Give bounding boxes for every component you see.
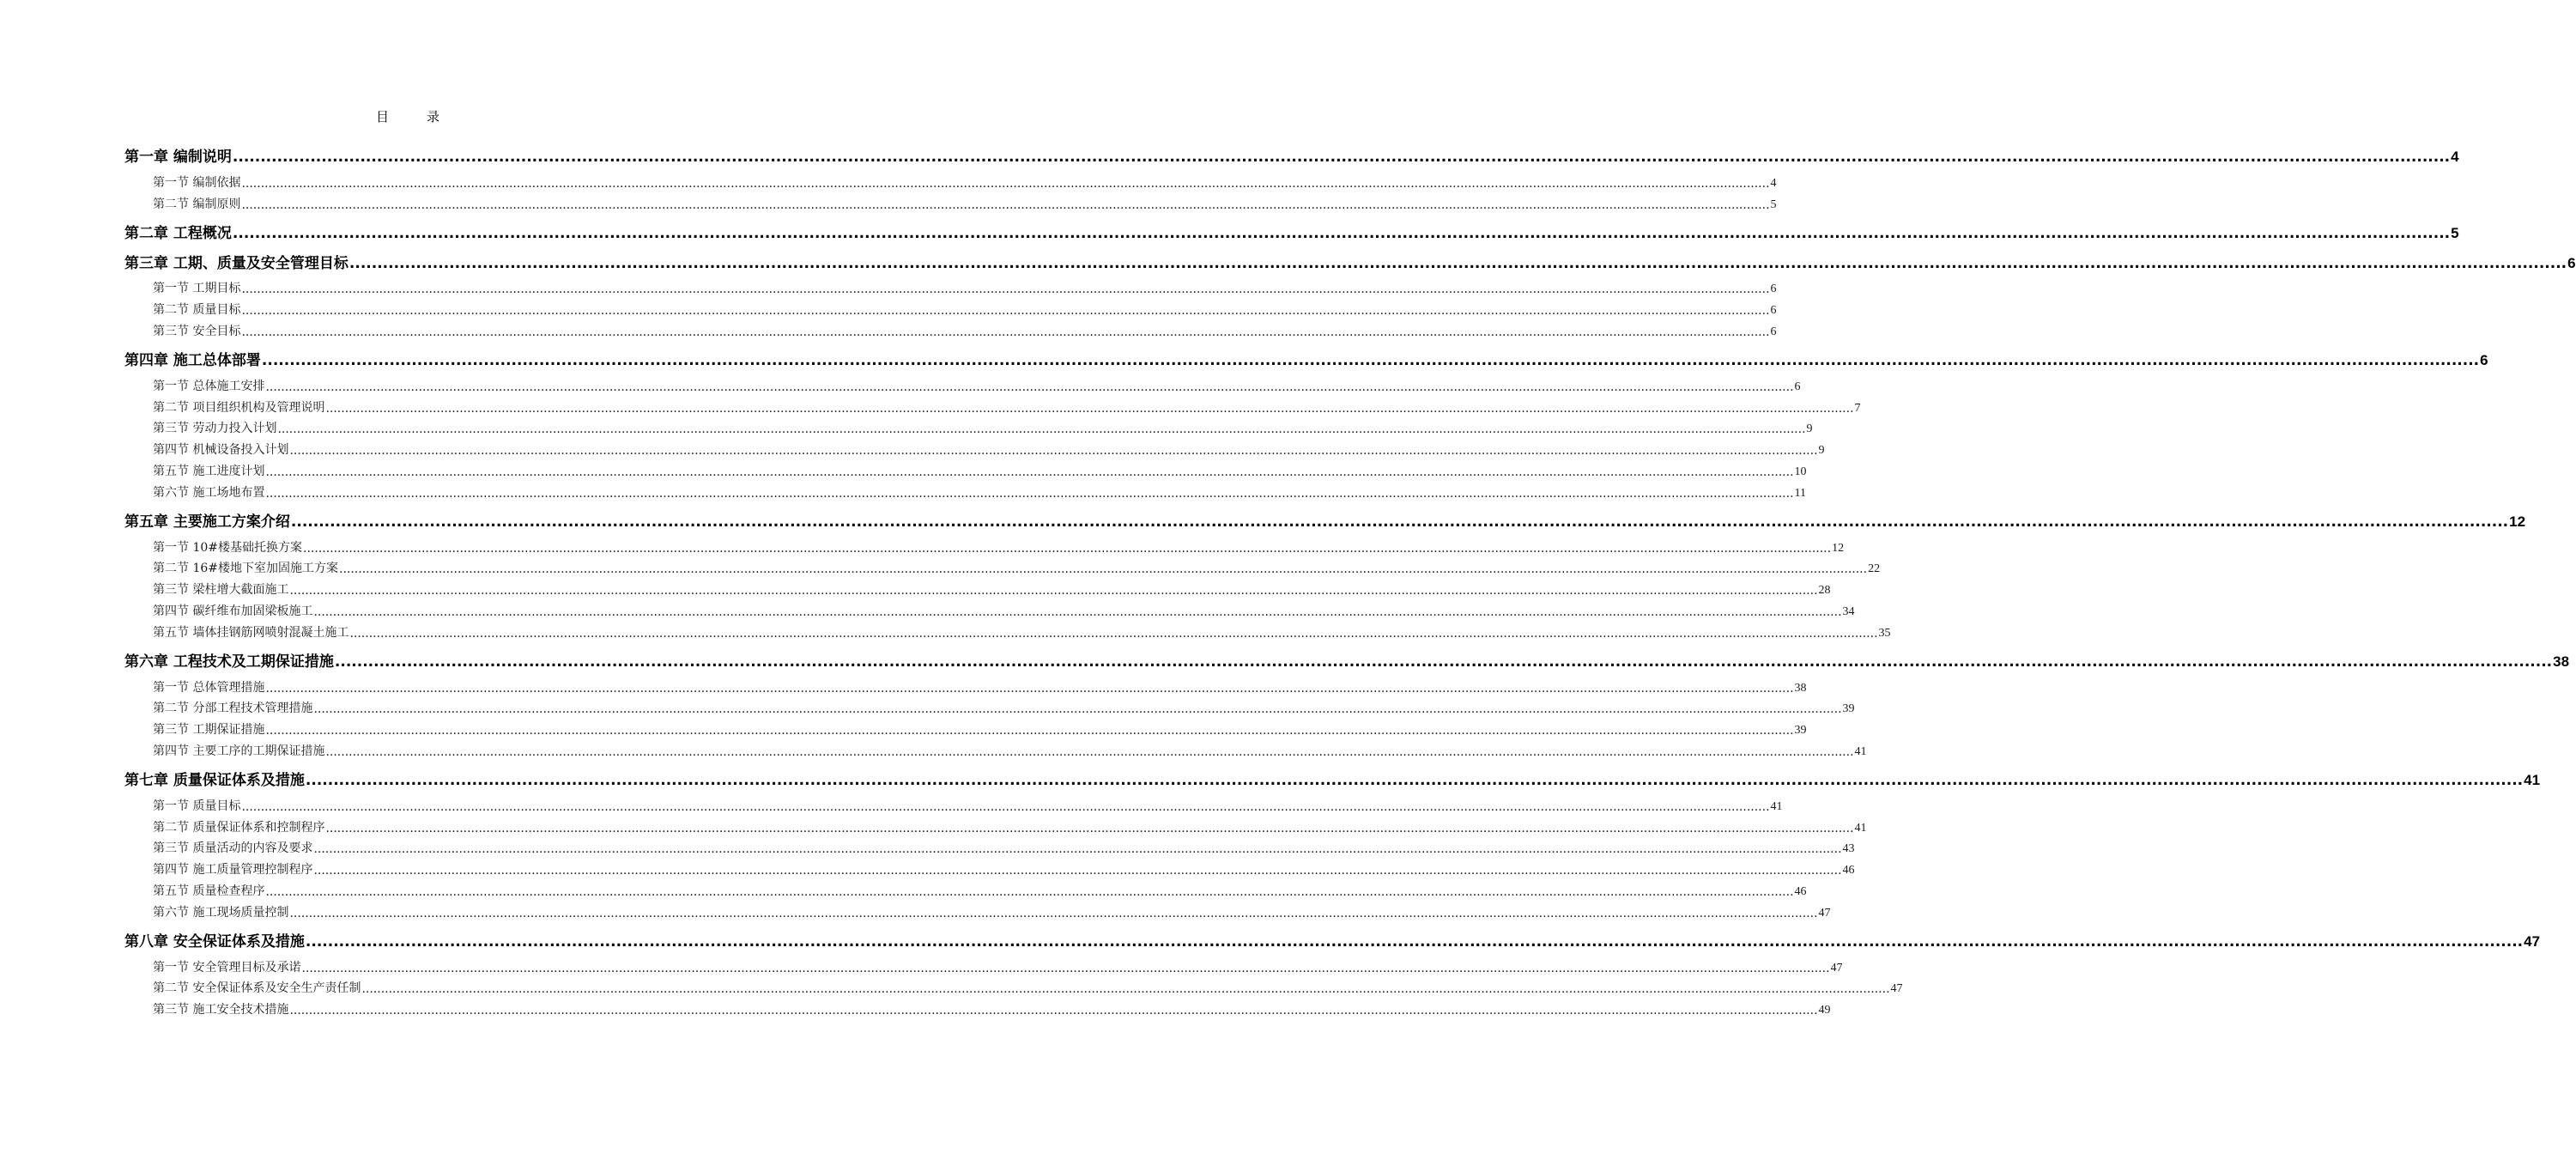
section-title: 第一节 工期目标 <box>153 282 241 296</box>
toc-section-entry[interactable] <box>124 954 1843 975</box>
section-title: 第二节 项目组织机构及管理说明 <box>153 400 325 415</box>
toc-section-entry[interactable] <box>124 394 1861 416</box>
section-page-number: 39 <box>1842 702 1855 716</box>
section-title: 第三节 安全目标 <box>153 324 241 338</box>
section-page-number: 6 <box>1794 380 1801 393</box>
dot-leader: ................................................................................................................................................................................................................................................................................................................................................................................................................ <box>265 465 1794 479</box>
section-title: 第四节 机械设备投入计划 <box>153 443 289 458</box>
dot-leader: ................................................................................................................................................................................................................................................................................................................................................................................................................ <box>232 224 2451 242</box>
toc-section-entry[interactable] <box>124 373 1801 394</box>
dot-leader: ................................................................................................................................................................................................................................................................................................................................................................................................................ <box>313 842 1842 857</box>
toc-section-entry[interactable] <box>124 576 1831 598</box>
dot-leader: ................................................................................................................................................................................................................................................................................................................................................................................................................ <box>289 906 1818 920</box>
section-title: 第四节 碳纤维布加固梁板施工 <box>153 604 313 618</box>
toc-section-entry[interactable] <box>124 996 1831 1018</box>
dot-leader: ................................................................................................................................................................................................................................................................................................................................................................................................................ <box>325 401 1854 416</box>
section-page-number: 39 <box>1794 724 1807 738</box>
section-title: 第三节 梁柱增大截面施工 <box>153 583 289 598</box>
toc-chapter-entry[interactable] <box>124 503 2526 531</box>
section-title: 第四节 施工质量管理控制程序 <box>153 863 313 878</box>
toc-chapter-entry[interactable] <box>124 245 2576 272</box>
toc-section-entry[interactable] <box>124 276 1777 297</box>
dot-leader: ................................................................................................................................................................................................................................................................................................................................................................................................................ <box>232 149 2451 166</box>
dot-leader: ................................................................................................................................................................................................................................................................................................................................................................................................................ <box>265 486 1794 501</box>
dot-leader: ................................................................................................................................................................................................................................................................................................................................................................................................................ <box>277 422 1806 437</box>
dot-leader: ................................................................................................................................................................................................................................................................................................................................................................................................................ <box>305 932 2524 951</box>
chapter-title: 第七章 质量保证体系及措施 <box>124 771 305 789</box>
section-title: 第三节 施工安全技术措施 <box>153 1003 289 1017</box>
section-title: 第五节 质量检查程序 <box>153 884 265 898</box>
toc-section-entry[interactable] <box>124 856 1855 878</box>
dot-leader: ................................................................................................................................................................................................................................................................................................................................................................................................................ <box>265 884 1794 899</box>
toc-section-entry[interactable] <box>124 738 1867 759</box>
dot-leader: ................................................................................................................................................................................................................................................................................................................................................................................................................ <box>325 744 1854 759</box>
toc-section-entry[interactable] <box>124 534 1845 556</box>
section-title: 第二节 16#楼地下室加固施工方案 <box>153 562 338 576</box>
dot-leader: ................................................................................................................................................................................................................................................................................................................................................................................................................ <box>241 176 1770 191</box>
toc-section-entry[interactable] <box>124 169 1777 191</box>
section-page-number: 6 <box>1770 325 1777 338</box>
toc-section-entry[interactable] <box>124 296 1777 319</box>
section-page-number: 47 <box>1830 961 1843 975</box>
section-title: 第二节 安全保证体系及安全生产责任制 <box>153 981 361 996</box>
toc-section-entry[interactable] <box>124 674 1807 695</box>
chapter-title: 第八章 安全保证体系及措施 <box>124 932 305 951</box>
dot-leader: ................................................................................................................................................................................................................................................................................................................................................................................................................ <box>313 604 1842 619</box>
dot-leader: ................................................................................................................................................................................................................................................................................................................................................................................................................ <box>313 702 1842 717</box>
toc-section-entry[interactable] <box>124 899 1831 920</box>
dot-leader: ................................................................................................................................................................................................................................................................................................................................................................................................................ <box>289 1004 1818 1018</box>
dot-leader: ................................................................................................................................................................................................................................................................................................................................................................................................................ <box>339 562 1868 577</box>
toc-section-entry[interactable] <box>124 814 1867 835</box>
section-title: 第六节 施工场地布置 <box>153 485 265 500</box>
toc-chapter-entry[interactable] <box>124 342 2488 369</box>
chapter-page-number: 5 <box>2451 224 2459 241</box>
section-title: 第一节 总体施工安排 <box>153 379 265 393</box>
section-page-number: 49 <box>1818 1004 1831 1017</box>
toc-chapter-entry[interactable] <box>124 762 2541 789</box>
section-page-number: 6 <box>1770 304 1777 318</box>
section-title: 第五节 墙体挂钢筋网喷射混凝土施工 <box>153 625 349 640</box>
toc-title-char: 录 <box>427 109 440 125</box>
section-title: 第三节 劳动力投入计划 <box>153 422 277 436</box>
chapter-title: 第五章 主要施工方案介绍 <box>124 513 290 531</box>
section-page-number: 41 <box>1854 821 1867 835</box>
dot-leader: ................................................................................................................................................................................................................................................................................................................................................................................................................ <box>325 821 1854 835</box>
chapter-title: 第一章 编制说明 <box>124 149 232 166</box>
toc-section-entry[interactable] <box>124 318 1777 339</box>
section-page-number: 46 <box>1842 864 1855 878</box>
chapter-page-number: 6 <box>2480 351 2488 368</box>
section-page-number: 38 <box>1794 681 1807 695</box>
section-page-number: 34 <box>1842 604 1855 618</box>
toc-chapter-entry[interactable] <box>124 215 2459 242</box>
section-title: 第三节 工期保证措施 <box>153 723 265 738</box>
section-page-number: 47 <box>1818 906 1831 920</box>
dot-leader: ................................................................................................................................................................................................................................................................................................................................................................................................................ <box>241 799 1770 814</box>
section-page-number: 12 <box>1832 541 1845 555</box>
dot-leader: ................................................................................................................................................................................................................................................................................................................................................................................................................ <box>303 541 1832 556</box>
toc-title <box>0 108 815 125</box>
section-title: 第三节 质量活动的内容及要求 <box>153 841 313 856</box>
chapter-page-number: 6 <box>2567 254 2576 271</box>
chapter-title: 第六章 工程技术及工期保证措施 <box>124 653 334 671</box>
chapter-title: 第四章 施工总体部署 <box>124 351 261 369</box>
section-title: 第四节 主要工序的工期保证措施 <box>153 744 325 758</box>
toc-section-entry[interactable] <box>124 793 1783 814</box>
section-title: 第一节 10#楼基础托换方案 <box>153 540 302 555</box>
toc-chapter-entry[interactable] <box>124 643 2570 671</box>
toc-section-entry[interactable] <box>124 695 1855 717</box>
dot-leader: ................................................................................................................................................................................................................................................................................................................................................................................................................ <box>265 681 1794 695</box>
dot-leader: ................................................................................................................................................................................................................................................................................................................................................................................................................ <box>241 197 1770 212</box>
section-title: 第一节 安全管理目标及承诺 <box>153 960 301 975</box>
section-page-number: 6 <box>1770 282 1777 296</box>
toc-section-entry[interactable] <box>124 191 1777 212</box>
section-page-number: 11 <box>1794 486 1807 500</box>
section-page-number: 43 <box>1842 842 1855 856</box>
section-page-number: 41 <box>1770 799 1783 813</box>
dot-leader: ................................................................................................................................................................................................................................................................................................................................................................................................................ <box>301 961 1830 975</box>
section-page-number: 7 <box>1854 401 1861 415</box>
section-page-number: 22 <box>1868 562 1881 576</box>
dot-leader: ................................................................................................................................................................................................................................................................................................................................................................................................................ <box>290 513 2509 531</box>
section-title: 第六节 施工现场质量控制 <box>153 905 289 920</box>
dot-leader: ................................................................................................................................................................................................................................................................................................................................................................................................................ <box>305 771 2524 789</box>
section-page-number: 28 <box>1818 584 1831 598</box>
dot-leader: ................................................................................................................................................................................................................................................................................................................................................................................................................ <box>361 982 1890 997</box>
section-title: 第二节 编制原则 <box>153 197 241 211</box>
chapter-page-number: 47 <box>2524 932 2541 950</box>
section-title: 第二节 质量目标 <box>153 303 241 318</box>
section-page-number: 10 <box>1794 465 1807 478</box>
chapter-page-number: 41 <box>2524 771 2541 788</box>
toc-section-entry[interactable] <box>124 878 1807 899</box>
section-title: 第一节 总体管理措施 <box>153 680 265 695</box>
dot-leader: ................................................................................................................................................................................................................................................................................................................................................................................................................ <box>349 254 2567 272</box>
dot-leader: ................................................................................................................................................................................................................................................................................................................................................................................................................ <box>241 304 1770 319</box>
dot-leader: ................................................................................................................................................................................................................................................................................................................................................................................................................ <box>349 626 1878 641</box>
toc-section-entry[interactable] <box>124 716 1807 738</box>
dot-leader: ................................................................................................................................................................................................................................................................................................................................................................................................................ <box>265 724 1794 738</box>
section-title: 第五节 施工进度计划 <box>153 464 265 478</box>
toc-section-entry[interactable] <box>124 479 1807 501</box>
chapter-title: 第二章 工程概况 <box>124 224 232 242</box>
section-page-number: 5 <box>1770 197 1777 211</box>
section-title: 第一节 质量目标 <box>153 799 241 813</box>
section-title: 第一节 编制依据 <box>153 175 241 190</box>
dot-leader: ................................................................................................................................................................................................................................................................................................................................................................................................................ <box>289 584 1818 598</box>
toc-section-entry[interactable] <box>124 416 1813 437</box>
section-page-number: 35 <box>1878 626 1891 640</box>
section-page-number: 47 <box>1890 982 1903 996</box>
dot-leader: ................................................................................................................................................................................................................................................................................................................................................................................................................ <box>265 380 1794 394</box>
toc-section-entry[interactable] <box>124 598 1855 619</box>
toc-section-entry[interactable] <box>124 619 1891 641</box>
toc-chapter-entry[interactable] <box>124 923 2541 951</box>
section-page-number: 41 <box>1854 744 1867 758</box>
dot-leader: ................................................................................................................................................................................................................................................................................................................................................................................................................ <box>289 444 1818 459</box>
toc-section-entry[interactable] <box>124 975 1903 997</box>
toc-section-entry[interactable] <box>124 556 1881 577</box>
table-of-contents <box>124 136 2576 1018</box>
dot-leader: ................................................................................................................................................................................................................................................................................................................................................................................................................ <box>241 325 1770 339</box>
dot-leader: ................................................................................................................................................................................................................................................................................................................................................................................................................ <box>313 864 1842 878</box>
chapter-page-number: 4 <box>2451 149 2459 165</box>
dot-leader: ................................................................................................................................................................................................................................................................................................................................................................................................................ <box>261 351 2480 369</box>
section-page-number: 9 <box>1818 444 1825 458</box>
toc-title-char: 目 <box>375 109 389 125</box>
chapter-page-number: 12 <box>2509 513 2526 530</box>
section-title: 第二节 质量保证体系和控制程序 <box>153 820 325 835</box>
toc-chapter-entry[interactable] <box>124 138 2459 166</box>
toc-section-entry[interactable] <box>124 436 1825 459</box>
chapter-title: 第三章 工期、质量及安全管理目标 <box>124 254 349 272</box>
toc-section-entry[interactable] <box>124 458 1807 479</box>
section-title: 第二节 分部工程技术管理措施 <box>153 702 313 716</box>
section-page-number: 46 <box>1794 884 1807 898</box>
toc-section-entry[interactable] <box>124 835 1855 857</box>
chapter-page-number: 38 <box>2553 653 2570 670</box>
dot-leader: ................................................................................................................................................................................................................................................................................................................................................................................................................ <box>241 282 1770 297</box>
dot-leader: ................................................................................................................................................................................................................................................................................................................................................................................................................ <box>334 653 2553 671</box>
section-page-number: 4 <box>1770 176 1777 190</box>
section-page-number: 9 <box>1806 422 1813 436</box>
